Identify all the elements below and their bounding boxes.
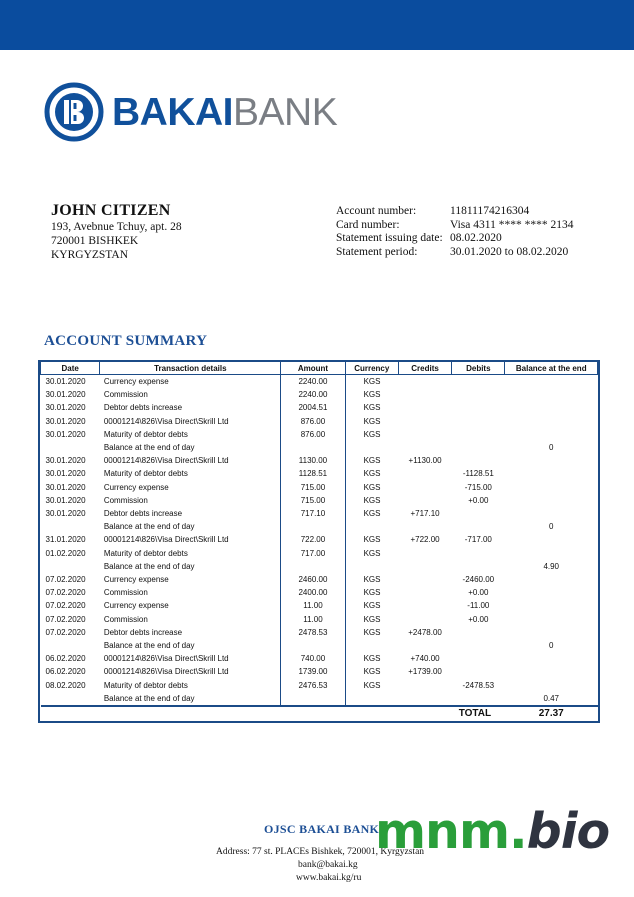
table-row — [41, 626, 598, 639]
cell-amount: 876.00 — [281, 415, 345, 428]
logo-text-light: BANK — [233, 90, 338, 134]
cell-amount: 2478.53 — [281, 626, 345, 639]
bakai-logo-icon — [44, 82, 104, 142]
cell-credits — [398, 375, 451, 389]
cell-credits — [398, 481, 451, 494]
statement-info — [336, 205, 573, 260]
cell-balance — [505, 613, 598, 626]
watermark — [375, 803, 610, 860]
cell-credits: +2478.00 — [408, 627, 442, 637]
cell-currency: KGS — [363, 482, 381, 492]
cell-details: Currency expense — [100, 599, 281, 612]
table-row — [41, 467, 598, 480]
cell-balance — [505, 533, 598, 546]
cell-debits — [452, 507, 505, 520]
cell-amount: 876.00 — [281, 428, 345, 441]
cell-credits — [398, 388, 451, 401]
statement-info-label: Card number: — [336, 218, 400, 231]
cell-details: 00001214\826\Visa Direct\Skrill Ltd — [100, 652, 281, 665]
cell-amount: 2240.00 — [281, 375, 345, 389]
table-row — [41, 428, 598, 441]
cell-date: 07.02.2020 — [45, 575, 86, 585]
cell-currency: KGS — [363, 667, 381, 677]
cell-balance — [505, 454, 598, 467]
table-row — [41, 613, 598, 626]
cell-debits: +0.00 — [468, 588, 489, 598]
cell-debits — [452, 441, 505, 454]
cell-date — [41, 639, 100, 652]
cell-amount: 715.00 — [281, 481, 345, 494]
cell-balance — [505, 415, 598, 428]
cell-balance — [505, 467, 598, 480]
cell-currency — [345, 692, 398, 706]
column-header: Transaction details — [100, 362, 281, 375]
cell-details: 00001214\826\Visa Direct\Skrill Ltd — [100, 415, 281, 428]
cell-debits: -2478.53 — [462, 680, 495, 690]
table-row — [41, 507, 598, 520]
account-summary-title: ACCOUNT SUMMARY — [44, 333, 208, 349]
cell-details: Maturity of debtor debts — [100, 428, 281, 441]
cell-date: 30.01.2020 — [45, 456, 86, 466]
cell-debits — [452, 415, 505, 428]
table-row — [41, 692, 598, 706]
statement-info-value: 30.01.2020 to 08.02.2020 — [450, 246, 569, 259]
cell-amount: 1128.51 — [281, 467, 345, 480]
table-header-row — [41, 362, 598, 375]
cell-balance: 0 — [549, 522, 554, 532]
cell-balance — [505, 428, 598, 441]
cell-details: Balance at the end of day — [100, 520, 281, 533]
cell-amount: 717.00 — [281, 547, 345, 560]
cell-details: Currency expense — [100, 481, 281, 494]
bank-wordmark — [112, 90, 338, 134]
account-summary-table — [38, 360, 600, 723]
cell-details: Maturity of debtor debts — [100, 467, 281, 480]
cell-credits — [398, 547, 451, 560]
total-row — [41, 706, 598, 721]
cell-details: Balance at the end of day — [100, 441, 281, 454]
statement-info-value: Visa 4311 **** **** 2134 — [450, 218, 574, 231]
cell-amount: 2240.00 — [281, 388, 345, 401]
cell-details: Currency expense — [100, 375, 281, 389]
cell-balance — [505, 547, 598, 560]
cell-balance: 0 — [549, 641, 554, 651]
cell-date: 06.02.2020 — [45, 667, 86, 677]
cell-amount — [281, 441, 345, 454]
cell-debits: -1128.51 — [462, 469, 494, 479]
cell-debits — [452, 375, 505, 389]
cell-credits: +717.10 — [410, 509, 440, 519]
cell-amount: 740.00 — [281, 652, 345, 665]
cell-details: Balance at the end of day — [100, 692, 281, 706]
cell-credits: +1739.00 — [408, 667, 442, 677]
cell-amount: 11.00 — [281, 599, 345, 612]
table-row — [41, 454, 598, 467]
cell-details: Debtor debts increase — [100, 507, 281, 520]
cell-date: 30.01.2020 — [45, 495, 86, 505]
cell-date: 30.01.2020 — [45, 390, 86, 400]
cell-debits — [452, 401, 505, 414]
watermark-part1: mnm. — [375, 803, 527, 860]
table-row — [41, 533, 598, 546]
cell-currency: KGS — [363, 614, 381, 624]
cell-date: 30.01.2020 — [45, 509, 86, 519]
cell-balance — [505, 401, 598, 414]
cell-currency: KGS — [363, 469, 381, 479]
cell-details: Commission — [100, 586, 281, 599]
cell-amount — [281, 639, 345, 652]
footer-email: bank@bakai.kg — [298, 860, 358, 870]
cell-debits — [452, 520, 505, 533]
footer-company: OJSC BAKAI BANK — [264, 822, 380, 836]
table-row — [41, 401, 598, 414]
table-row — [41, 573, 598, 586]
cell-balance — [505, 599, 598, 612]
cell-currency: KGS — [363, 575, 381, 585]
total-label: TOTAL — [452, 706, 505, 721]
statement-info-label: Statement period: — [336, 246, 418, 259]
customer-address-line3: KYRGYZSTAN — [51, 249, 129, 261]
cell-credits — [398, 441, 451, 454]
footer-address: Address: 77 st. PLACEs Bishkek, 720001, Kyrgyzstan — [216, 847, 425, 857]
column-header: Date — [41, 362, 100, 375]
cell-debits — [452, 428, 505, 441]
cell-debits — [452, 560, 505, 573]
total-value: 27.37 — [505, 706, 598, 721]
cell-currency: KGS — [363, 588, 381, 598]
cell-credits — [398, 586, 451, 599]
table-row — [41, 375, 598, 389]
cell-details: 00001214\826\Visa Direct\Skrill Ltd — [100, 454, 281, 467]
cell-date: 07.02.2020 — [45, 627, 86, 637]
customer-address-line1: 193, Avebnue Tchuy, apt. 28 — [51, 221, 182, 233]
table-row — [41, 679, 598, 692]
cell-balance — [505, 665, 598, 678]
table-row — [41, 547, 598, 560]
cell-date: 01.02.2020 — [45, 548, 86, 558]
statement-info-value: 11811174216304 — [450, 205, 530, 217]
cell-credits — [398, 639, 451, 652]
cell-debits — [452, 547, 505, 560]
cell-debits: -717.00 — [464, 535, 492, 545]
column-header: Amount — [281, 362, 345, 375]
watermark-part2: bio — [526, 803, 610, 860]
cell-currency: KGS — [363, 654, 381, 664]
cell-credits: +1130.00 — [408, 456, 442, 466]
cell-balance — [505, 586, 598, 599]
cell-date: 06.02.2020 — [45, 654, 86, 664]
cell-date: 07.02.2020 — [45, 601, 86, 611]
cell-credits — [398, 679, 451, 692]
cell-debits — [452, 388, 505, 401]
cell-currency: KGS — [363, 495, 381, 505]
cell-details: Debtor debts increase — [100, 626, 281, 639]
cell-credits — [398, 599, 451, 612]
cell-currency: KGS — [363, 680, 381, 690]
cell-credits — [398, 692, 451, 706]
cell-currency: KGS — [363, 429, 381, 439]
cell-amount: 1739.00 — [281, 665, 345, 678]
table-row — [41, 652, 598, 665]
cell-date: 07.02.2020 — [45, 614, 86, 624]
cell-balance — [505, 494, 598, 507]
cell-debits: -2460.00 — [462, 575, 495, 585]
cell-balance — [505, 375, 598, 389]
cell-date: 30.01.2020 — [45, 403, 86, 413]
table-row — [41, 665, 598, 678]
cell-amount: 717.10 — [281, 507, 345, 520]
cell-details: 00001214\826\Visa Direct\Skrill Ltd — [100, 665, 281, 678]
cell-amount: 715.00 — [281, 494, 345, 507]
table-row — [41, 639, 598, 652]
cell-amount: 722.00 — [281, 533, 345, 546]
table-row — [41, 560, 598, 573]
cell-debits — [452, 652, 505, 665]
statement-info-row — [336, 219, 573, 233]
table-row — [41, 388, 598, 401]
cell-details: 00001214\826\Visa Direct\Skrill Ltd — [100, 533, 281, 546]
cell-currency: KGS — [363, 390, 381, 400]
cell-currency: KGS — [363, 377, 381, 386]
top-banner — [0, 0, 634, 50]
column-header: Currency — [345, 362, 398, 375]
cell-currency: KGS — [363, 456, 381, 466]
cell-balance — [505, 573, 598, 586]
cell-date: 31.01.2020 — [45, 535, 86, 545]
statement-info-value: 08.02.2020 — [450, 232, 502, 245]
cell-date: 30.01.2020 — [45, 377, 86, 386]
cell-date — [41, 520, 100, 533]
cell-details: Commission — [100, 494, 281, 507]
customer-block — [51, 202, 182, 262]
cell-amount: 11.00 — [281, 613, 345, 626]
cell-amount — [281, 692, 345, 706]
table-row — [41, 520, 598, 533]
cell-debits — [452, 454, 505, 467]
cell-currency: KGS — [363, 548, 381, 558]
cell-debits — [452, 665, 505, 678]
cell-credits — [398, 560, 451, 573]
cell-amount — [281, 520, 345, 533]
table-row — [41, 441, 598, 454]
cell-credits — [398, 401, 451, 414]
statement-info-row — [336, 232, 573, 246]
table-row — [41, 415, 598, 428]
cell-date: 30.01.2020 — [45, 469, 86, 479]
cell-details: Commission — [100, 613, 281, 626]
cell-details: Maturity of debtor debts — [100, 679, 281, 692]
column-header: Debits — [452, 362, 505, 375]
statement-info-label: Account number: — [336, 205, 417, 217]
cell-currency — [345, 520, 398, 533]
statement-info-row — [336, 246, 573, 260]
cell-balance — [505, 652, 598, 665]
cell-credits — [398, 494, 451, 507]
customer-address-line2: 720001 BISHKEK — [51, 235, 139, 247]
cell-credits — [398, 520, 451, 533]
cell-amount: 1130.00 — [281, 454, 345, 467]
cell-date: 30.01.2020 — [45, 429, 86, 439]
cell-credits — [398, 428, 451, 441]
total-spacer — [41, 706, 452, 721]
customer-name: JOHN CITIZEN — [51, 202, 171, 219]
cell-balance: 0.47 — [543, 693, 560, 703]
table-row — [41, 494, 598, 507]
cell-currency: KGS — [363, 627, 381, 637]
cell-credits — [398, 573, 451, 586]
cell-balance: 0 — [549, 443, 554, 453]
cell-balance — [505, 481, 598, 494]
cell-amount: 2476.53 — [281, 679, 345, 692]
cell-amount: 2004.51 — [281, 401, 345, 414]
cell-balance — [505, 626, 598, 639]
table-row — [41, 481, 598, 494]
cell-currency — [345, 441, 398, 454]
cell-details: Commission — [100, 388, 281, 401]
cell-credits — [398, 467, 451, 480]
cell-details: Balance at the end of day — [100, 639, 281, 652]
cell-currency: KGS — [363, 535, 381, 545]
table-row — [41, 599, 598, 612]
cell-debits — [452, 639, 505, 652]
cell-debits: +0.00 — [468, 495, 489, 505]
statement-info-label: Statement issuing date: — [336, 232, 443, 245]
cell-balance: 4.90 — [543, 561, 560, 571]
table-row — [41, 586, 598, 599]
column-header: Balance at the end — [505, 362, 598, 375]
cell-currency: KGS — [363, 509, 381, 519]
cell-date: 30.01.2020 — [45, 416, 86, 426]
cell-credits — [398, 415, 451, 428]
cell-date: 07.02.2020 — [45, 588, 86, 598]
cell-credits: +740.00 — [410, 654, 440, 664]
cell-balance — [505, 679, 598, 692]
cell-details: Maturity of debtor debts — [100, 547, 281, 560]
cell-debits: +0.00 — [468, 614, 489, 624]
cell-details: Balance at the end of day — [100, 560, 281, 573]
cell-currency: KGS — [363, 416, 381, 426]
cell-debits — [452, 692, 505, 706]
cell-currency — [345, 639, 398, 652]
cell-currency: KGS — [363, 601, 381, 611]
cell-date — [41, 560, 100, 573]
bank-logo — [44, 82, 337, 142]
cell-amount — [281, 560, 345, 573]
footer-website: www.bakai.kg/ru — [296, 873, 362, 883]
cell-date — [41, 441, 100, 454]
cell-debits: -11.00 — [467, 601, 490, 611]
statement-info-row — [336, 205, 573, 219]
cell-date: 08.02.2020 — [45, 680, 86, 690]
cell-debits: -715.00 — [464, 482, 492, 492]
cell-currency: KGS — [363, 403, 381, 413]
cell-balance — [505, 388, 598, 401]
cell-date: 30.01.2020 — [45, 482, 86, 492]
logo-text-strong: BAKAI — [112, 90, 233, 134]
cell-balance — [505, 507, 598, 520]
cell-amount: 2460.00 — [281, 573, 345, 586]
cell-details: Currency expense — [100, 573, 281, 586]
column-header: Credits — [398, 362, 451, 375]
cell-credits: +722.00 — [410, 535, 440, 545]
cell-details: Debtor debts increase — [100, 401, 281, 414]
cell-currency — [345, 560, 398, 573]
cell-debits — [452, 626, 505, 639]
cell-credits — [398, 613, 451, 626]
cell-amount: 2400.00 — [281, 586, 345, 599]
cell-date — [41, 692, 100, 706]
